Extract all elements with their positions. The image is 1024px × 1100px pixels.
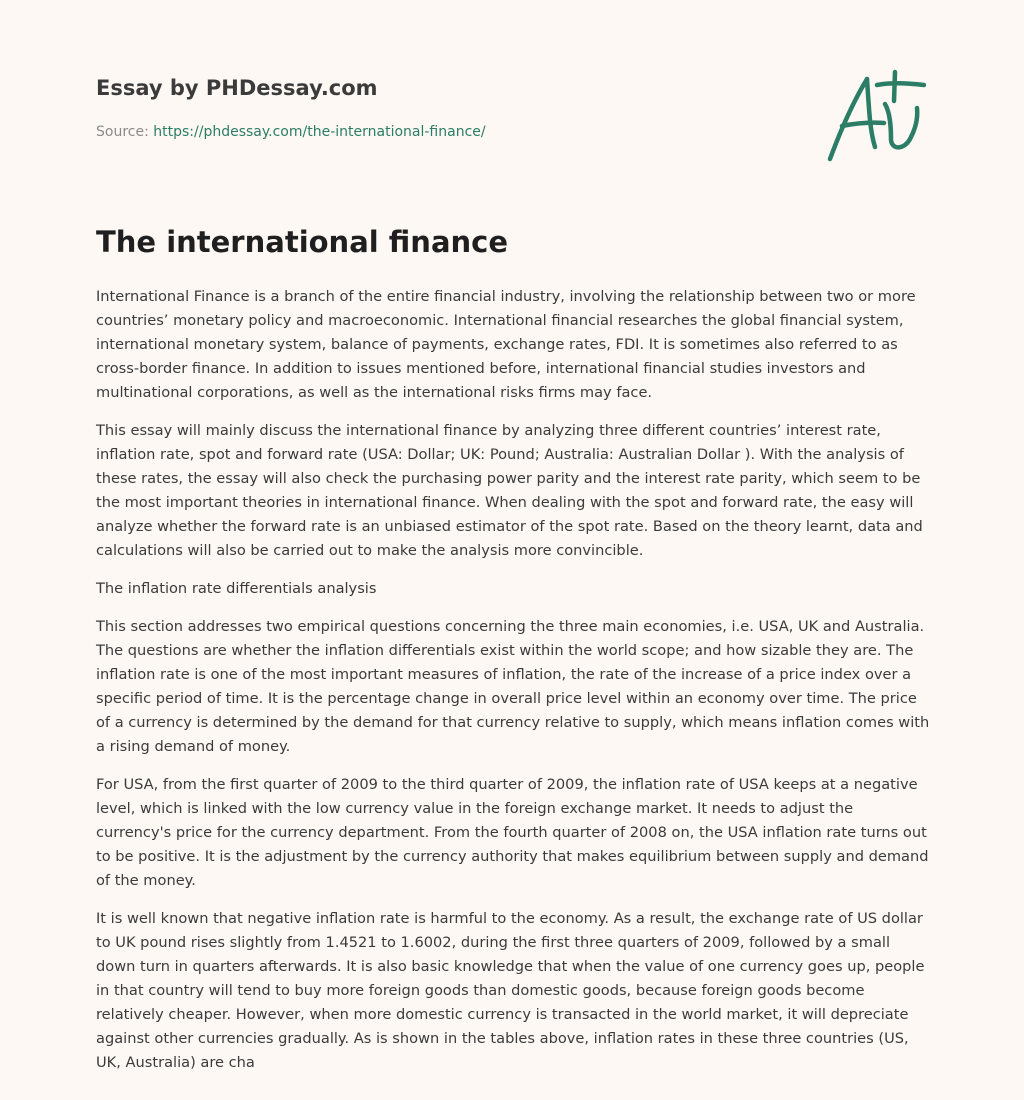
source-link[interactable]: https://phdessay.com/the-international-finance/ [153, 124, 486, 140]
a-plus-logo-icon [822, 68, 926, 164]
essay-paragraph: This essay will mainly discuss the international finance by analyzing three different countries’ interest rate, inflation rate, spot and forward rate (USA: Dollar; UK: Pound; Australia: Australian Dollar ). With the analysis of these rates, the essay will also check the purchasing power parity and the interest rate parity, which seem to be the most important theories in international finance. When dealing with the spot and forward rate, the easy will analyze whether the forward rate is an unbiased estimator of the spot rate. Based on the theory learnt, data and calculations will also be carried out to make the analysis more convincible. [96, 422, 923, 559]
essay-body [96, 285, 932, 1089]
essay-paragraph: For USA, from the first quarter of 2009 to the third quarter of 2009, the inflation rate of USA keeps at a negative level, which is linked with the low currency value in the foreign exchange market. It needs to adjust the currency's price for the currency department. From the fourth quarter of 2008 on, the USA inflation rate turns out to be positive. It is the adjustment by the currency authority that makes equilibrium between supply and demand of the money. [96, 776, 929, 889]
essay-title: The international finance [96, 225, 509, 259]
site-brand: Essay by PHDessay.com [96, 76, 378, 100]
essay-paragraph: This section addresses two empirical questions concerning the three main economies, i.e. USA, UK and Australia. The questions are whether the inflation differentials exist within the world scope; and how sizable they are. The inflation rate is one of the most important measures of inflation, the rate of the increase of a price index over a specific period of time. It is the percentage change in overall price level within an economy over time. The price of a currency is determined by the demand for that currency relative to supply, which means inflation comes with a rising demand of money. [96, 618, 930, 755]
essay-paragraph: It is well known that negative inflation rate is harmful to the economy. As a result, the exchange rate of US dollar to UK pound rises slightly from 1.4521 to 1.6002, during the first three quarters of 2009, followed by a small down turn in quarters afterwards. It is also basic knowledge that when the value of one currency goes up, people in that country will tend to buy more foreign goods than domestic goods, because foreign goods become relatively cheaper. However, when more domestic currency is transacted in the world market, it will depreciate against other currencies gradually. As is shown in the tables above, inflation rates in these three countries (US, UK, Australia) are cha [96, 910, 925, 1071]
source-label: Source: [96, 124, 149, 140]
section-heading: The inflation rate differentials analysis [96, 580, 377, 597]
essay-paragraph: International Finance is a branch of the entire financial industry, involving the relationship between two or more countries’ monetary policy and macroeconomic. International financial researches the global financial system, international monetary system, balance of payments, exchange rates, FDI. It is sometimes also referred to as cross-border finance. In addition to issues mentioned before, international financial studies investors and multinational corporations, as well as the international risks firms may face. [96, 288, 916, 401]
source-line [96, 124, 486, 140]
